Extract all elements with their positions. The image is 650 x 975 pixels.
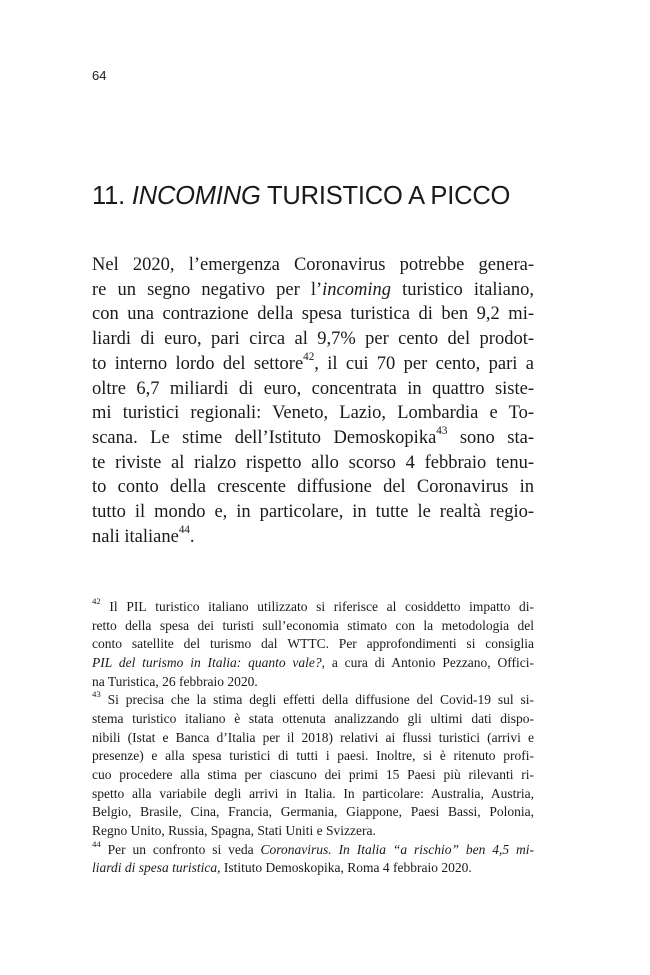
body-line: to conto della crescente diffusione del Coronavirus in: [92, 477, 534, 498]
footnote-ref-42[interactable]: 42: [303, 351, 315, 363]
body-line: con una contrazione della spesa turistica di ben 9,2 mi-: [92, 304, 534, 325]
footnote-marker-43: 43: [92, 689, 101, 700]
chapter-title-rest: TURISTICO A PICCO: [267, 182, 511, 210]
footnote-42-line: retto della spesa dei turisti sull’economia stimato con la metodologia del: [92, 617, 534, 633]
footnote-43-line: cuo procedere alla stima per ciascuno dei primi 15 Paesi più rilevanti ri-: [92, 766, 534, 782]
body-line: re un segno negativo per l’incoming turistico italiano,: [92, 279, 534, 300]
footnote-42-line: na Turistica, 26 febbraio 2020.: [92, 673, 258, 689]
footnotes: [92, 598, 534, 878]
chapter-number: 11.: [92, 182, 125, 210]
footnote-43-line: presenze) e alla spesa turistici di tutti i paesi. Inoltre, si è ritenuto profi-: [92, 748, 534, 764]
footnote-42-line: $^{42}$ Il PIL turistico italiano utilizzato si riferisce al cosiddetto impatto di-: [92, 596, 535, 614]
body-line: mi turistici regionali: Veneto, Lazio, Lombardia e To-: [92, 403, 534, 424]
footnote-marker-42: 42: [92, 596, 101, 607]
footnote-44-line: liardi di spesa turistica, Istituto Demoskopika, Roma 4 febbraio 2020.: [92, 860, 472, 876]
footnote-43-line: $^{43}$ Si precisa che la stima degli effetti della diffusione del Covid-19 sul si-: [92, 689, 534, 708]
incoming-italic: incoming: [322, 279, 392, 300]
footnote-44-line: $^{44}$ Per un confronto si veda Coronavirus. In Italia “a rischio” ben 4,5 mi-: [92, 838, 534, 857]
body-line: Nel 2020, l’emergenza Coronavirus potrebbe genera-: [92, 255, 534, 275]
footnote-42-line: PIL del turismo in Italia: quanto vale?, a cura di Antonio Pezzano, Offici-: [92, 654, 534, 670]
chapter-title: [92, 182, 510, 211]
footnote-43-line: stema turistico italiano è stata ottenuta analizzando gli ultimi dati dispo-: [92, 710, 534, 726]
footnote-43-line: nibili (Istat e Banca d’Italia per il 2018) relativi ai flussi turistici (arrivi e: [92, 729, 534, 745]
body-paragraph: [92, 253, 534, 549]
body-line: oltre 6,7 miliardi di euro, concentrata in quattro siste-: [92, 378, 534, 399]
body-line: scana. Le stime dell’Istituto Demoskopika$^{43}$ sono sta-: [92, 425, 534, 448]
footnote-ref-43[interactable]: 43: [436, 425, 448, 438]
body-line: tutto il mondo e, in particolare, in tutte le realtà regio-: [92, 502, 534, 523]
body-line: to interno lordo del settore$^{42}$, il cui 70 per cento, pari a: [92, 351, 534, 374]
footnote-43-line: Regno Unito, Russia, Spagna, Stati Uniti e Svizzera.: [92, 822, 376, 838]
body-line: liardi di euro, pari circa al 9,7% per cento del prodot-: [92, 329, 534, 350]
footnote-43-line: Belgio, Brasile, Cina, Francia, Germania, Giappone, Paesi Bassi, Polonia,: [92, 804, 534, 820]
body-line: nali italiane$^{44}$.: [92, 523, 195, 547]
footnote-42-line: conto satellite del turismo dal WTTC. Per approfondimenti si consiglia: [92, 636, 535, 652]
footnote-43-line: spetto alla variabile degli arrivi in Italia. In particolare: Australia, Austria,: [92, 785, 534, 801]
footnote-marker-44: 44: [92, 838, 101, 849]
page-number: 64: [92, 68, 107, 83]
body-line: te riviste al rialzo rispetto allo scorso 4 febbraio tenu-: [92, 452, 534, 473]
footnote-ref-44[interactable]: 44: [178, 523, 190, 536]
chapter-title-italic: INCOMING: [131, 182, 261, 210]
